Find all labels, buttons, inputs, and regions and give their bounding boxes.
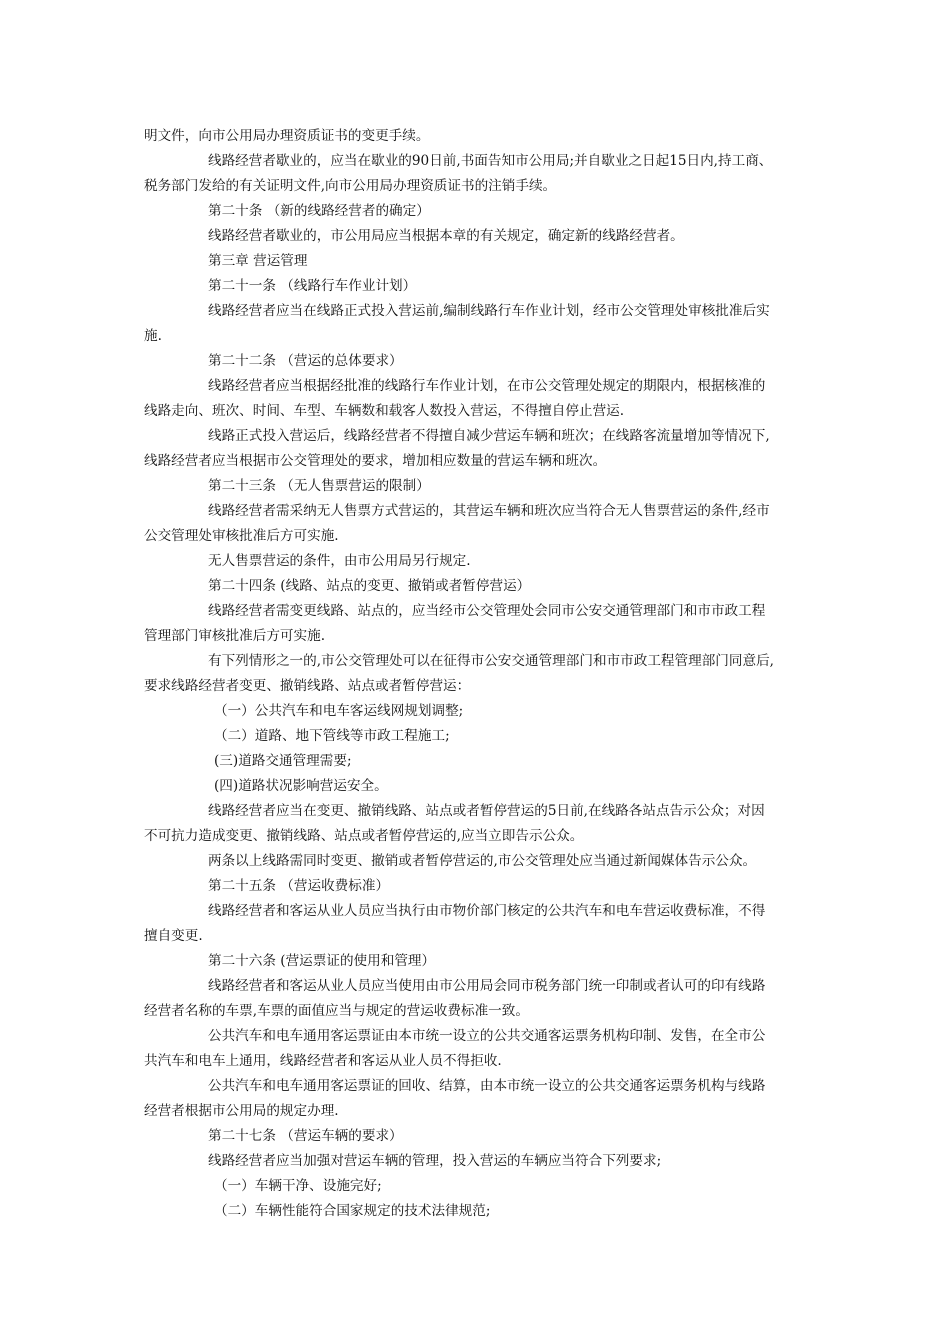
paragraph-line: 线路经营者歇业的，市公用局应当根据本章的有关规定，确定新的线路经营者。: [208, 228, 684, 244]
continuation-line: 经营者根据市公用局的规定办理.: [144, 1103, 339, 1119]
list-item-line: （一）车辆干净、设施完好;: [214, 1178, 382, 1194]
paragraph-line: 第二十三条 （无人售票营运的限制）: [208, 478, 430, 494]
paragraph-line: 第二十七条 （营运车辆的要求）: [208, 1128, 403, 1144]
paragraph-line: 公共汽车和电车通用客运票证的回收、结算，由本市统一设立的公共交通客运票务机构与线路: [208, 1078, 766, 1094]
paragraph-line: 无人售票营运的条件，由市公用局另行规定.: [208, 553, 471, 569]
paragraph-line: 线路经营者需变更线路、站点的，应当经市公交管理处会同市公安交通管理部门和市市政工程: [208, 603, 766, 619]
continuation-line: 线路走向、班次、时间、车型、车辆数和载客人数投入营运，不得擅自停止营运.: [144, 403, 625, 419]
list-item-line: （二）车辆性能符合国家规定的技术法律规范;: [214, 1203, 491, 1219]
paragraph-line: 公共汽车和电车通用客运票证由本市统一设立的公共交通客运票务机构印制、发售，在全市公: [208, 1028, 766, 1044]
paragraph-line: 第二十条 （新的线路经营者的确定）: [208, 203, 430, 219]
document-body: [144, 124, 814, 1224]
paragraph-line: 两条以上线路需同时变更、撤销或者暂停营运的,市公交管理处应当通过新闻媒体告示公众。: [208, 853, 757, 869]
paragraph-line: 线路经营者和客运从业人员应当执行由市物价部门核定的公共汽车和电车营运收费标准，不得: [208, 903, 766, 919]
continuation-line: 要求线路经营者变更、撤销线路、站点或者暂停营运：: [144, 678, 471, 694]
paragraph-line: 线路经营者应当在变更、撤销线路、站点或者暂停营运的5日前,在线路各站点告示公众；对因: [208, 803, 765, 819]
continuation-line: 线路经营者应当根据市公交管理处的要求，增加相应数量的营运车辆和班次。: [144, 453, 607, 469]
continuation-line: 经营者名称的车票,车票的面值应当与规定的营运收费标准一致。: [144, 1003, 529, 1019]
continuation-line: 明文件，向市公用局办理资质证书的变更手续。: [144, 128, 430, 144]
paragraph-line: 线路经营者应当根据经批准的线路行车作业计划，在市公交管理处规定的期限内，根据核准的: [208, 378, 766, 394]
paragraph-line: 第二十一条 （线路行车作业计划）: [208, 278, 417, 294]
paragraph-line: 第二十六条 (营运票证的使用和管理）: [208, 953, 436, 969]
paragraph-line: 线路正式投入营运后，线路经营者不得擅自减少营运车辆和班次；在线路客流量增加等情况下,: [208, 428, 770, 444]
list-item-line: （一）公共汽车和电车客运线网规划调整;: [214, 703, 464, 719]
paragraph-line: 线路经营者应当加强对营运车辆的管理，投入营运的车辆应当符合下列要求;: [208, 1153, 662, 1169]
list-item-line: （二）道路、地下管线等市政工程施工;: [214, 728, 450, 744]
paragraph-line: 线路经营者需采纳无人售票方式营运的，其营运车辆和班次应当符合无人售票营运的条件,经市: [208, 503, 770, 519]
list-item-line: (四)道路状况影响营运安全。: [214, 778, 388, 794]
paragraph-line: 线路经营者歇业的，应当在歇业的90日前,书面告知市公用局;并自歇业之日起15日内,持工商、: [208, 153, 773, 169]
list-item-line: (三)道路交通管理需要;: [214, 753, 352, 769]
continuation-line: 施.: [144, 328, 162, 344]
paragraph-line: 第二十五条 （营运收费标准）: [208, 878, 390, 894]
paragraph-line: 第二十四条 (线路、站点的变更、撤销或者暂停营运）: [208, 578, 531, 594]
paragraph-line: 第三章 营运管理: [208, 253, 308, 269]
paragraph-line: 线路经营者应当在线路正式投入营运前,编制线路行车作业计划，经市公交管理处审核批准后实: [208, 303, 770, 319]
continuation-line: 不可抗力造成变更、撤销线路、站点或者暂停营运的,应当立即告示公众。: [144, 828, 584, 844]
continuation-line: 税务部门发给的有关证明文件,向市公用局办理资质证书的注销手续。: [144, 178, 557, 194]
continuation-line: 共汽车和电车上通用，线路经营者和客运从业人员不得拒收.: [144, 1053, 502, 1069]
paragraph-line: 有下列情形之一的,市公交管理处可以在征得市公安交通管理部门和市市政工程管理部门同意后,: [208, 653, 774, 669]
continuation-line: 管理部门审核批准后方可实施.: [144, 628, 326, 644]
paragraph-line: 线路经营者和客运从业人员应当使用由市公用局会同市税务部门统一印制或者认可的印有线路: [208, 978, 766, 994]
continuation-line: 公交管理处审核批准后方可实施.: [144, 528, 339, 544]
paragraph-line: 第二十二条 （营运的总体要求）: [208, 353, 403, 369]
continuation-line: 擅自变更.: [144, 928, 203, 944]
